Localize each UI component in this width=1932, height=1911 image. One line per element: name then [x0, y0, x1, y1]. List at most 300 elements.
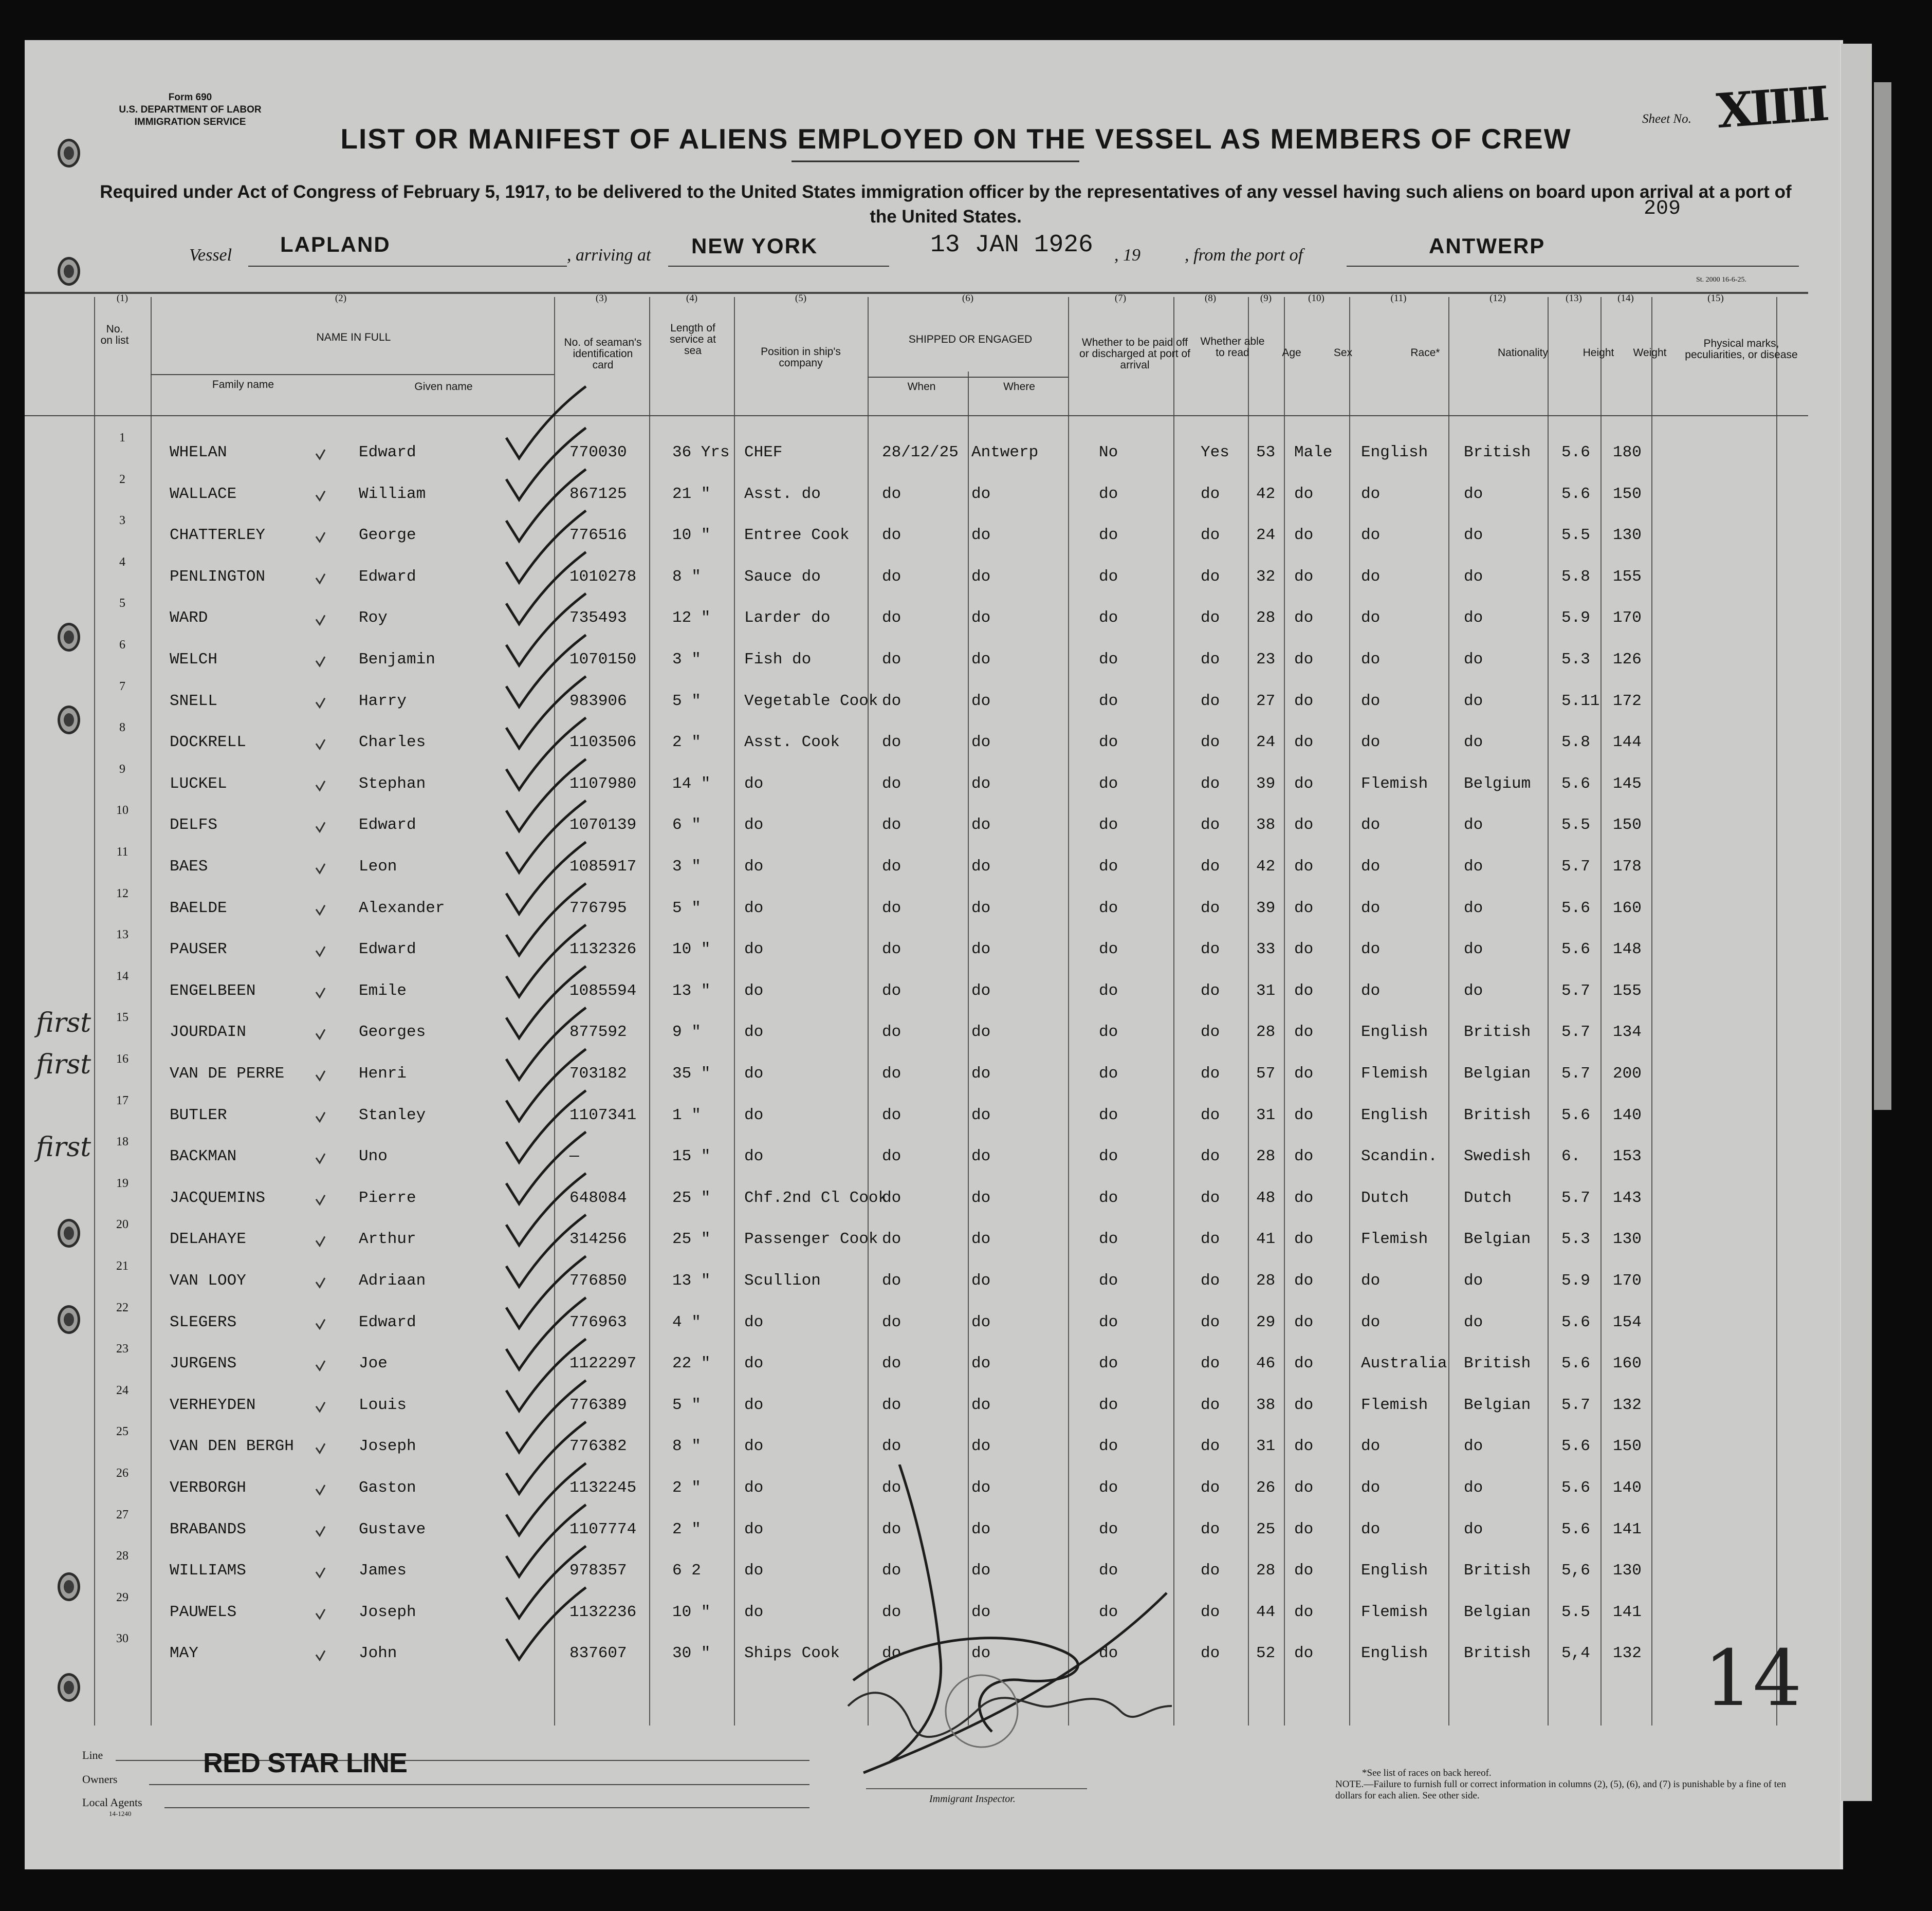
height-cell: 5.3	[1561, 651, 1590, 669]
header-shipped: SHIPPED OR ENGAGED	[908, 333, 1033, 345]
shipped-when-cell: do	[882, 485, 901, 503]
tick-icon	[316, 698, 325, 708]
race-cell: do	[1361, 609, 1381, 627]
weight-cell: 144	[1613, 733, 1642, 752]
service-cell: 9 "	[672, 1023, 701, 1042]
age-cell: 52	[1256, 1644, 1276, 1663]
header-given-name: Given name	[414, 381, 473, 393]
height-cell: 5,4	[1561, 1644, 1590, 1663]
given-name-cell: Emile	[359, 981, 407, 1000]
given-name-cell: Louis	[359, 1396, 407, 1414]
given-name-cell: Edward	[359, 1313, 416, 1331]
paid-off-cell: do	[1099, 733, 1118, 752]
nationality-cell: do	[1464, 899, 1483, 917]
height-cell: 5,6	[1561, 1562, 1590, 1580]
service-cell: 12 "	[672, 609, 711, 627]
row-number: 4	[119, 555, 125, 569]
shipped-where-cell: do	[971, 1230, 991, 1249]
weight-cell: 140	[1613, 1479, 1642, 1497]
given-name-cell: Harry	[359, 692, 407, 710]
able-read-cell: do	[1201, 1355, 1220, 1373]
sex-cell: do	[1294, 1106, 1314, 1124]
tick-icon	[316, 1609, 325, 1619]
footnote	[1335, 1768, 1788, 1802]
header-where: Where	[1003, 381, 1035, 393]
paid-off-cell: do	[1099, 567, 1118, 586]
checkmark-icon	[506, 1339, 586, 1411]
form-stock-code: 14-1240	[109, 1810, 132, 1817]
row-number: 18	[116, 1135, 128, 1149]
row-number: 2	[119, 472, 125, 486]
column-number: (9)	[1260, 293, 1272, 304]
id-card-cell: 1085917	[569, 858, 637, 876]
given-name-cell: Edward	[359, 940, 416, 959]
race-cell: do	[1361, 692, 1381, 710]
tick-icon	[316, 1485, 325, 1494]
given-name-cell: Joe	[359, 1355, 388, 1373]
form-code: St. 2000 16-6-25.	[1696, 276, 1746, 284]
shipped-where-cell: do	[971, 1065, 991, 1083]
checkmark-icon	[506, 593, 586, 665]
tick-icon	[316, 1361, 325, 1370]
checkmark-icon	[506, 1297, 586, 1369]
shipped-where-cell: do	[971, 1355, 991, 1373]
position-cell: do	[744, 1106, 764, 1124]
position-cell: do	[744, 1479, 764, 1497]
weight-cell: 134	[1613, 1023, 1642, 1042]
family-name-cell: VAN LOOY	[170, 1272, 246, 1290]
position-cell: Passenger Cook	[744, 1230, 878, 1249]
paid-off-cell: do	[1099, 981, 1118, 1000]
weight-cell: 150	[1613, 816, 1642, 834]
family-name-cell: DELFS	[170, 816, 218, 834]
position-cell: do	[744, 1313, 764, 1331]
tick-icon	[316, 1320, 325, 1329]
height-cell: 5.7	[1561, 858, 1590, 876]
able-read-cell: do	[1201, 1520, 1220, 1538]
tick-icon	[316, 491, 325, 500]
weight-cell: 155	[1613, 981, 1642, 1000]
row-number: 6	[119, 638, 125, 652]
paid-off-cell: do	[1099, 1313, 1118, 1331]
age-cell: 28	[1256, 1147, 1276, 1166]
height-cell: 5.6	[1561, 443, 1590, 461]
position-cell: Vegetable Cook	[744, 692, 878, 710]
shipped-when-cell: do	[882, 1313, 901, 1331]
weight-cell: 170	[1613, 1272, 1642, 1290]
height-cell: 5.7	[1561, 1396, 1590, 1414]
height-cell: 5.5	[1561, 526, 1590, 545]
header-able-read: Whether able to read	[1200, 336, 1265, 359]
able-read-cell: do	[1201, 1272, 1220, 1290]
race-cell: Flemish	[1361, 774, 1428, 793]
tick-icon	[316, 822, 325, 831]
height-cell: 5.6	[1561, 1520, 1590, 1538]
able-read-cell: do	[1201, 774, 1220, 793]
given-name-cell: Edward	[359, 443, 416, 461]
paid-off-cell: do	[1099, 1562, 1118, 1580]
height-cell: 5.6	[1561, 1437, 1590, 1456]
service-cell: 35 "	[672, 1065, 711, 1083]
position-cell: Larder do	[744, 609, 831, 627]
position-cell: do	[744, 940, 764, 959]
given-name-cell: Adriaan	[359, 1272, 426, 1290]
tick-icon	[316, 1443, 325, 1453]
handwritten-note: first	[36, 1132, 91, 1163]
race-cell: Scandin.	[1361, 1147, 1438, 1166]
checkmark-icon	[506, 718, 586, 790]
race-cell: do	[1361, 1272, 1381, 1290]
able-read-cell: do	[1201, 1065, 1220, 1083]
position-cell: do	[744, 1396, 764, 1414]
column-number: (8)	[1204, 293, 1217, 304]
weight-cell: 145	[1613, 774, 1642, 793]
race-cell: do	[1361, 567, 1381, 586]
given-name-cell: Stanley	[359, 1106, 426, 1124]
tick-icon	[316, 1029, 325, 1038]
given-name-cell: Henri	[359, 1065, 407, 1083]
able-read-cell: do	[1201, 609, 1220, 627]
height-cell: 5.5	[1561, 1603, 1590, 1621]
height-cell: 5.7	[1561, 1023, 1590, 1042]
given-name-cell: Benjamin	[359, 651, 435, 669]
checkmark-icon	[506, 759, 586, 831]
nationality-cell: Dutch	[1464, 1189, 1512, 1207]
id-card-cell: 877592	[569, 1023, 627, 1042]
age-cell: 46	[1256, 1355, 1276, 1373]
id-card-cell: 983906	[569, 692, 627, 710]
shipped-where-cell: do	[971, 899, 991, 917]
service-cell: 5 "	[672, 1396, 701, 1414]
nationality-cell: do	[1464, 940, 1483, 959]
service-cell: 1 "	[672, 1106, 701, 1124]
shipped-when-cell: do	[882, 651, 901, 669]
height-cell: 6.	[1561, 1147, 1581, 1166]
shipped-where-cell: do	[971, 651, 991, 669]
sex-cell: do	[1294, 1313, 1314, 1331]
line-label: Line	[82, 1749, 103, 1761]
id-card-cell: 314256	[569, 1230, 627, 1249]
shipped-when-cell: do	[882, 1355, 901, 1373]
height-cell: 5.11	[1561, 692, 1600, 710]
shipped-when-cell: do	[882, 1106, 901, 1124]
checkmark-icon	[506, 1463, 586, 1535]
able-read-cell: do	[1201, 1106, 1220, 1124]
row-number: 23	[116, 1342, 128, 1356]
position-cell: Ships Cook	[744, 1644, 840, 1663]
nationality-cell: Belgian	[1464, 1065, 1531, 1083]
checkmark-icon	[506, 386, 586, 458]
position-cell: do	[744, 1603, 764, 1621]
weight-cell: 153	[1613, 1147, 1642, 1166]
header-family-name: Family name	[212, 379, 274, 391]
nationality-cell: do	[1464, 981, 1483, 1000]
height-cell: 5.7	[1561, 981, 1590, 1000]
arriving-label: , arriving at	[567, 246, 651, 265]
id-card-cell: 776795	[569, 899, 627, 917]
id-card-cell: 1122297	[569, 1355, 637, 1373]
tick-icon	[316, 657, 325, 666]
shipped-where-cell: do	[971, 1147, 991, 1166]
service-cell: 5 "	[672, 899, 701, 917]
nationality-cell: Belgium	[1464, 774, 1531, 793]
shipped-where-cell: do	[971, 567, 991, 586]
owners-label: Owners	[82, 1773, 118, 1786]
age-cell: 28	[1256, 1272, 1276, 1290]
tick-icon	[316, 1236, 325, 1246]
nationality-cell: do	[1464, 1520, 1483, 1538]
shipped-when-cell: do	[882, 1562, 901, 1580]
family-name-cell: DELAHAYE	[170, 1230, 246, 1249]
family-name-cell: DOCKRELL	[170, 733, 246, 752]
family-name-cell: VAN DE PERRE	[170, 1065, 285, 1083]
height-cell: 5.6	[1561, 899, 1590, 917]
shipped-where-cell: do	[971, 816, 991, 834]
height-cell: 5.6	[1561, 1355, 1590, 1373]
nationality-cell: British	[1464, 443, 1531, 461]
given-name-cell: Gaston	[359, 1479, 416, 1497]
age-cell: 42	[1256, 858, 1276, 876]
given-name-cell: Leon	[359, 858, 397, 876]
able-read-cell: do	[1201, 1644, 1220, 1663]
given-name-cell: Joseph	[359, 1437, 416, 1456]
row-number: 5	[119, 597, 125, 610]
shipped-where-cell: do	[971, 1644, 991, 1663]
sex-cell: do	[1294, 609, 1314, 627]
family-name-cell: VERBORGH	[170, 1479, 246, 1497]
checkmark-icon	[506, 1546, 586, 1618]
height-cell: 5.8	[1561, 733, 1590, 752]
service-cell: 21 "	[672, 485, 711, 503]
tick-icon	[316, 574, 325, 583]
age-cell: 57	[1256, 1065, 1276, 1083]
header-sex: Sex	[1333, 347, 1353, 359]
weight-cell: 150	[1613, 485, 1642, 503]
height-cell: 5.9	[1561, 1272, 1590, 1290]
age-cell: 48	[1256, 1189, 1276, 1207]
position-cell: do	[744, 899, 764, 917]
paid-off-cell: do	[1099, 1189, 1118, 1207]
given-name-cell: Edward	[359, 816, 416, 834]
header-paid-off: Whether to be paid off or discharged at port of arrival	[1079, 337, 1190, 371]
sex-cell: Male	[1294, 443, 1333, 461]
row-number: 14	[116, 969, 128, 983]
checkmark-icon	[506, 511, 586, 583]
local-agents-label: Local Agents	[82, 1796, 142, 1809]
position-cell: do	[744, 1065, 764, 1083]
shipped-where-cell: do	[971, 1313, 991, 1331]
height-cell: 5.5	[1561, 816, 1590, 834]
race-cell: do	[1361, 1520, 1381, 1538]
family-name-cell: WILLIAMS	[170, 1562, 246, 1580]
id-card-cell: 648084	[569, 1189, 627, 1207]
shipped-when-cell: do	[882, 1437, 901, 1456]
nationality-cell: do	[1464, 1479, 1483, 1497]
height-cell: 5.6	[1561, 1313, 1590, 1331]
sex-cell: do	[1294, 526, 1314, 545]
paid-off-cell: do	[1099, 1603, 1118, 1621]
form-number: Form 690	[168, 92, 212, 103]
service-cell: 8 "	[672, 567, 701, 586]
column-number: (7)	[1114, 293, 1127, 304]
able-read-cell: do	[1201, 733, 1220, 752]
row-number: 9	[119, 762, 125, 776]
race-cell: do	[1361, 1479, 1381, 1497]
inspector-signature	[812, 1464, 1203, 1793]
race-cell: do	[1361, 1313, 1381, 1331]
given-name-cell: John	[359, 1644, 397, 1663]
nationality-cell: do	[1464, 1272, 1483, 1290]
shipped-where-cell: do	[971, 526, 991, 545]
shipped-when-cell: do	[882, 1479, 901, 1497]
owners-underline	[149, 1784, 809, 1785]
able-read-cell: do	[1201, 1147, 1220, 1166]
able-read-cell: Yes	[1201, 443, 1229, 461]
weight-cell: 141	[1613, 1520, 1642, 1538]
position-cell: Sauce do	[744, 567, 821, 586]
sheet-number: XIIII	[1715, 76, 1829, 139]
column-number: (6)	[962, 293, 974, 304]
family-name-cell: VERHEYDEN	[170, 1396, 256, 1414]
position-cell: do	[744, 981, 764, 1000]
nationality-cell: British	[1464, 1562, 1531, 1580]
shipped-when-cell: do	[882, 774, 901, 793]
sex-cell: do	[1294, 1396, 1314, 1414]
race-cell: do	[1361, 733, 1381, 752]
service-cell: 6 "	[672, 816, 701, 834]
sex-cell: do	[1294, 899, 1314, 917]
row-number: 30	[116, 1632, 128, 1646]
checkmark-icon	[506, 1587, 586, 1659]
able-read-cell: do	[1201, 1230, 1220, 1249]
id-card-cell: 1132245	[569, 1479, 637, 1497]
sex-cell: do	[1294, 858, 1314, 876]
vessel-name: LAPLAND	[280, 232, 391, 256]
weight-cell: 130	[1613, 1230, 1642, 1249]
id-card-cell: 776850	[569, 1272, 627, 1290]
row-number: 15	[116, 1011, 128, 1025]
shipping-line-stamp: RED STAR LINE	[203, 1748, 408, 1778]
id-card-cell: 776382	[569, 1437, 627, 1456]
paid-off-cell: do	[1099, 485, 1118, 503]
shipped-when-cell: do	[882, 1520, 901, 1538]
paid-off-cell: do	[1099, 692, 1118, 710]
id-card-cell: 867125	[569, 485, 627, 503]
id-card-cell: 1103506	[569, 733, 637, 752]
service-cell: 6 2	[672, 1562, 701, 1580]
family-name-cell: BACKMAN	[170, 1147, 237, 1166]
service-cell: 10 "	[672, 1603, 711, 1621]
given-name-cell: Roy	[359, 609, 388, 627]
shipped-when-cell: do	[882, 1396, 901, 1414]
checkmark-icon	[506, 1008, 586, 1080]
id-card-cell: 703182	[569, 1065, 627, 1083]
able-read-cell: do	[1201, 1437, 1220, 1456]
row-number: 22	[116, 1301, 128, 1314]
row-number: 7	[119, 679, 125, 693]
sex-cell: do	[1294, 1230, 1314, 1249]
race-cell: English	[1361, 1106, 1428, 1124]
sex-cell: do	[1294, 485, 1314, 503]
height-cell: 5.8	[1561, 567, 1590, 586]
paid-off-cell: do	[1099, 1437, 1118, 1456]
position-cell: do	[744, 816, 764, 834]
shipped-when-cell: do	[882, 1272, 901, 1290]
service-cell: 10 "	[672, 526, 711, 545]
checkmark-icon	[506, 1505, 586, 1576]
paid-off-cell: do	[1099, 1272, 1118, 1290]
race-cell: Flemish	[1361, 1065, 1428, 1083]
id-card-cell: 1107774	[569, 1520, 637, 1538]
tick-icon	[316, 947, 325, 956]
family-name-cell: JACQUEMINS	[170, 1189, 266, 1207]
checkmark-icon	[506, 1422, 586, 1494]
id-card-cell: 978357	[569, 1562, 627, 1580]
weight-cell: 130	[1613, 526, 1642, 545]
tick-icon	[316, 532, 325, 542]
position-cell: Scullion	[744, 1272, 821, 1290]
given-name-cell: George	[359, 526, 416, 545]
able-read-cell: do	[1201, 651, 1220, 669]
position-cell: do	[744, 774, 764, 793]
shipped-when-cell: do	[882, 858, 901, 876]
column-number: (15)	[1707, 293, 1724, 304]
paid-off-cell: do	[1099, 816, 1118, 834]
row-number: 13	[116, 928, 128, 942]
tick-icon	[316, 864, 325, 873]
paid-off-cell: do	[1099, 1355, 1118, 1373]
height-cell: 5.6	[1561, 940, 1590, 959]
row-number: 20	[116, 1218, 128, 1232]
height-cell: 5.6	[1561, 485, 1590, 503]
height-cell: 5.7	[1561, 1065, 1590, 1083]
weight-cell: 141	[1613, 1603, 1642, 1621]
tick-icon	[316, 1112, 325, 1122]
age-cell: 39	[1256, 774, 1276, 793]
shipped-where-cell: do	[971, 1520, 991, 1538]
shipped-when-cell: do	[882, 1147, 901, 1166]
given-name-cell: Georges	[359, 1023, 426, 1042]
nationality-cell: Swedish	[1464, 1147, 1531, 1166]
paid-off-cell: do	[1099, 1147, 1118, 1166]
paid-off-cell: do	[1099, 899, 1118, 917]
family-name-cell: ENGELBEEN	[170, 981, 256, 1000]
shipped-when-cell: do	[882, 1065, 901, 1083]
id-card-cell: 1010278	[569, 567, 637, 586]
position-cell: Asst. Cook	[744, 733, 840, 752]
able-read-cell: do	[1201, 526, 1220, 545]
column-number: (12)	[1489, 293, 1506, 304]
header-weight: Weight	[1633, 347, 1667, 359]
nationality-cell: do	[1464, 609, 1483, 627]
header-race: Race*	[1410, 347, 1440, 359]
paid-off-cell: do	[1099, 1644, 1118, 1663]
service-cell: 22 "	[672, 1355, 711, 1373]
family-name-cell: WALLACE	[170, 485, 237, 503]
page-title: LIST OR MANIFEST OF ALIENS EMPLOYED ON THE VESSEL AS MEMBERS OF CREW	[340, 123, 1572, 155]
weight-cell: 132	[1613, 1644, 1642, 1663]
column-number: (14)	[1617, 293, 1634, 304]
id-card-cell: 1107980	[569, 774, 637, 793]
sex-cell: do	[1294, 1644, 1314, 1663]
page-count-handwritten: 14	[1704, 1634, 1802, 1723]
family-name-cell: CHATTERLEY	[170, 526, 266, 545]
shipped-where-cell: do	[971, 692, 991, 710]
checkmark-icon	[506, 925, 586, 997]
column-number: (11)	[1390, 293, 1407, 304]
position-cell: Entree Cook	[744, 526, 850, 545]
shipped-where-cell: do	[971, 1272, 991, 1290]
